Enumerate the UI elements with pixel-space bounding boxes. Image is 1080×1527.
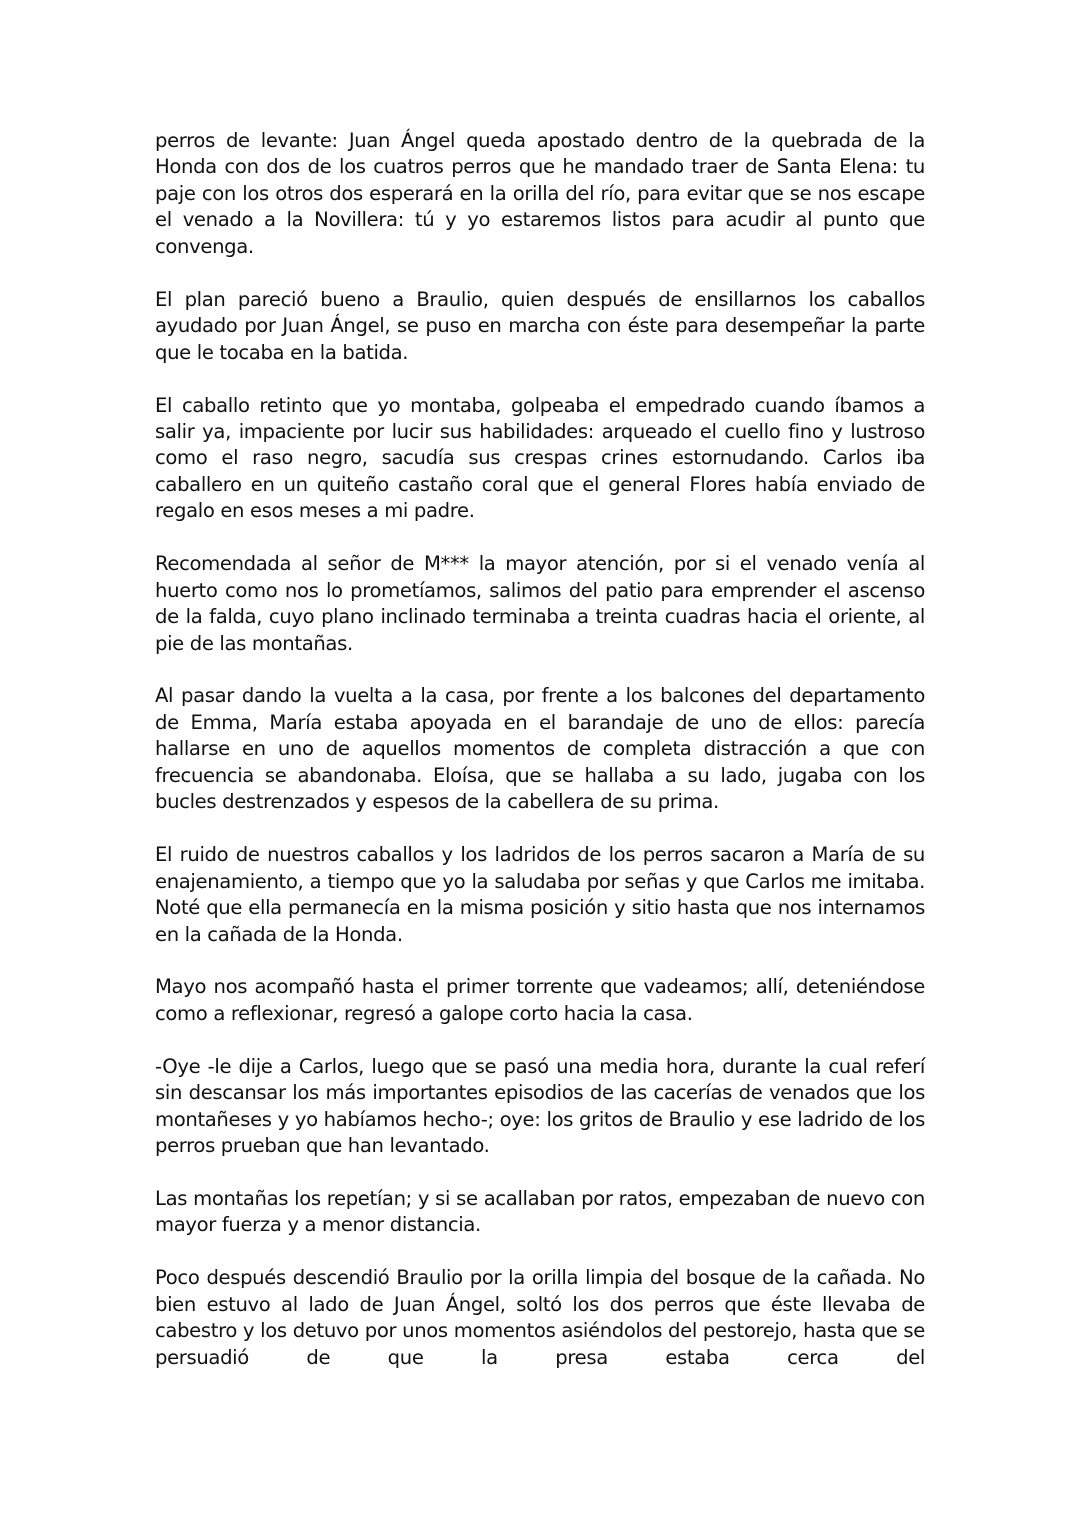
paragraph-8: -Oye -le dije a Carlos, luego que se pasó una media hora, durante la cual referí sin descansar los más importantes episodios de las cacerías de venados que los montañeses y yo habíamos hecho-; oye: los gritos de Braulio y ese ladrido de los perros prueban que han levantado. [155,1054,925,1158]
document-page [155,128,925,1398]
paragraph-4: Recomendada al señor de M*** la mayor atención, por si el venado venía al huerto como nos lo prometíamos, salimos del patio para emprender el ascenso de la falda, cuyo plano inclinado terminaba a treinta cuadras hacia el oriente, al pie de las montañas. [155,552,925,655]
paragraph-7: Mayo nos acompañó hasta el primer torrente que vadeamos; allí, deteniéndose como a reflexionar, regresó a galope corto hacia la casa. [155,975,925,1025]
paragraph-10: Poco después descendió Braulio por la orilla limpia del bosque de la cañada. No bien estuvo al lado de Juan Ángel, soltó los dos perros que éste llevaba de cabestro y los detuvo por unos momentos asiéndolos del pestorejo, hasta que se persuadió de que la presa estaba cerca del [155,1266,925,1369]
paragraph-5: Al pasar dando la vuelta a la casa, por frente a los balcones del departamento de Emma, María estaba apoyada en el barandaje de uno de ellos: parecía hallarse en uno de aquellos momentos de completa distracción a que con frecuencia se abandonaba. Eloísa, que se hallaba a su lado, jugaba con los bucles destrenzados y espesos de la cabellera de su prima. [155,684,925,814]
paragraph-6: El ruido de nuestros caballos y los ladridos de los perros sacaron a María de su enajenamiento, a tiempo que yo la saludaba por señas y que Carlos me imitaba. Noté que ella permanecía en la misma posición y sitio hasta que nos internamos en la cañada de la Honda. [155,843,925,946]
paragraph-1: perros de levante: Juan Ángel queda apostado dentro de la quebrada de la Honda con dos de los cuatros perros que he mandado traer de Santa Elena: tu paje con los otros dos esperará en la orilla del río, para evitar que se nos escape el venado a la Novillera: tú y yo estaremos listos para acudir al punto que convenga. [155,129,925,258]
paragraph-9: Las montañas los repetían; y si se acallaban por ratos, empezaban de nuevo con mayor fuerza y a menor distancia. [155,1187,925,1237]
paragraph-2: El plan pareció bueno a Braulio, quien después de ensillarnos los caballos ayudado por Juan Ángel, se puso en marcha con éste para desempeñar la parte que le tocaba en la batida. [155,287,925,364]
paragraph-3: El caballo retinto que yo montaba, golpeaba el empedrado cuando íbamos a salir ya, impaciente por lucir sus habilidades: arqueado el cuello fino y lustroso como el raso negro, sacudía sus crespas crines estornudando. Carlos iba caballero en un quiteño castaño coral que el general Flores había enviado de regalo en esos meses a mi padre. [155,393,925,523]
